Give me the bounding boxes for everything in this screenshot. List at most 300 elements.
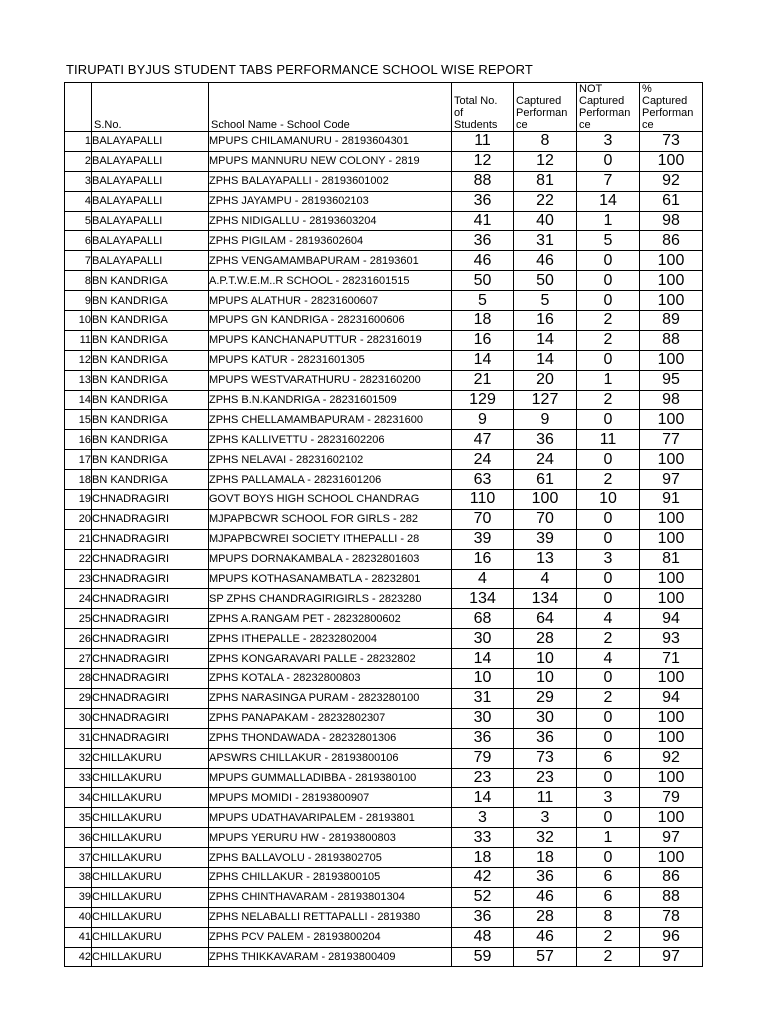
row-block-name: CHNADRAGIRI: [92, 629, 209, 649]
table-row: [65, 271, 703, 291]
table-row: [65, 728, 703, 748]
row-total-students: 59: [452, 947, 514, 967]
row-school-name: ZPHS BALLAVOLU - 28193802705: [209, 848, 452, 868]
header-pct-captured: [640, 83, 703, 132]
row-pct-captured: 94: [640, 688, 703, 708]
row-sno: 23: [65, 569, 92, 589]
row-captured: 28: [514, 629, 577, 649]
row-total-students: 11: [452, 132, 514, 152]
header-total-line: Students: [454, 119, 498, 131]
row-sno: 10: [65, 311, 92, 331]
row-captured: 20: [514, 370, 577, 390]
header-captured: [514, 83, 577, 132]
table-row: [65, 768, 703, 788]
row-captured: 18: [514, 848, 577, 868]
row-not-captured: 0: [577, 589, 640, 609]
row-total-students: 16: [452, 549, 514, 569]
row-pct-captured: 100: [640, 768, 703, 788]
row-block-name: BALAYAPALLI: [92, 191, 209, 211]
row-not-captured: 0: [577, 450, 640, 470]
row-school-name: SP ZPHS CHANDRAGIRIGIRLS - 2823280: [209, 589, 452, 609]
row-captured: 16: [514, 311, 577, 331]
table-row: [65, 330, 703, 350]
row-total-students: 48: [452, 927, 514, 947]
row-school-name: MPUPS ALATHUR - 28231600607: [209, 291, 452, 311]
table-row: [65, 828, 703, 848]
row-not-captured: 0: [577, 808, 640, 828]
table-row: [65, 450, 703, 470]
row-school-name: APSWRS CHILLAKUR - 28193800106: [209, 748, 452, 768]
row-total-students: 39: [452, 529, 514, 549]
table-row: [65, 927, 703, 947]
row-total-students: 3: [452, 808, 514, 828]
row-not-captured: 10: [577, 490, 640, 510]
row-sno: 11: [65, 330, 92, 350]
table-row: [65, 291, 703, 311]
row-not-captured: 2: [577, 947, 640, 967]
row-block-name: CHILLAKURU: [92, 887, 209, 907]
table-row: [65, 589, 703, 609]
row-captured: 12: [514, 151, 577, 171]
row-pct-captured: 78: [640, 907, 703, 927]
row-school-name: ZPHS NELAVAI - 28231602102: [209, 450, 452, 470]
row-sno: 35: [65, 808, 92, 828]
row-not-captured: 0: [577, 509, 640, 529]
row-sno: 37: [65, 848, 92, 868]
header-total-line: of: [454, 107, 464, 119]
row-total-students: 88: [452, 171, 514, 191]
row-pct-captured: 100: [640, 589, 703, 609]
row-sno: 33: [65, 768, 92, 788]
row-pct-captured: 77: [640, 430, 703, 450]
row-captured: 3: [514, 808, 577, 828]
row-sno: 4: [65, 191, 92, 211]
table-row: [65, 490, 703, 510]
row-sno: 38: [65, 867, 92, 887]
row-captured: 40: [514, 211, 577, 231]
row-captured: 46: [514, 887, 577, 907]
row-block-name: CHNADRAGIRI: [92, 728, 209, 748]
row-school-name: ZPHS THIKKAVARAM - 28193800409: [209, 947, 452, 967]
table-row: [65, 171, 703, 191]
row-sno: 22: [65, 549, 92, 569]
table-row: [65, 708, 703, 728]
table-row: [65, 947, 703, 967]
header-not-captured-line: Captured: [579, 95, 625, 107]
row-not-captured: 6: [577, 887, 640, 907]
row-captured: 4: [514, 569, 577, 589]
header-school: School Name - School Code: [209, 83, 452, 132]
row-total-students: 31: [452, 688, 514, 708]
row-school-name: ZPHS NIDIGALLU - 28193603204: [209, 211, 452, 231]
row-pct-captured: 98: [640, 390, 703, 410]
row-sno: 21: [65, 529, 92, 549]
row-not-captured: 3: [577, 132, 640, 152]
table-row: [65, 887, 703, 907]
row-captured: 81: [514, 171, 577, 191]
row-pct-captured: 100: [640, 151, 703, 171]
row-pct-captured: 81: [640, 549, 703, 569]
row-total-students: 110: [452, 490, 514, 510]
row-sno: 29: [65, 688, 92, 708]
row-pct-captured: 79: [640, 788, 703, 808]
row-captured: 10: [514, 649, 577, 669]
row-pct-captured: 100: [640, 251, 703, 271]
row-total-students: 24: [452, 450, 514, 470]
row-not-captured: 0: [577, 768, 640, 788]
row-school-name: ZPHS PANAPAKAM - 28232802307: [209, 708, 452, 728]
header-index-cell: [65, 83, 92, 132]
row-captured: 14: [514, 350, 577, 370]
row-total-students: 70: [452, 509, 514, 529]
row-sno: 6: [65, 231, 92, 251]
row-block-name: CHILLAKURU: [92, 947, 209, 967]
row-pct-captured: 92: [640, 171, 703, 191]
row-captured: 30: [514, 708, 577, 728]
row-block-name: CHNADRAGIRI: [92, 649, 209, 669]
row-school-name: ZPHS VENGAMAMBAPURAM - 28193601: [209, 251, 452, 271]
row-captured: 73: [514, 748, 577, 768]
row-not-captured: 1: [577, 370, 640, 390]
row-total-students: 41: [452, 211, 514, 231]
row-not-captured: 2: [577, 688, 640, 708]
row-pct-captured: 100: [640, 271, 703, 291]
row-total-students: 134: [452, 589, 514, 609]
row-school-name: ZPHS A.RANGAM PET - 28232800602: [209, 609, 452, 629]
row-total-students: 12: [452, 151, 514, 171]
row-not-captured: 6: [577, 748, 640, 768]
header-captured-line: Performan: [516, 107, 568, 119]
row-block-name: CHILLAKURU: [92, 828, 209, 848]
row-not-captured: 1: [577, 211, 640, 231]
table-row: [65, 907, 703, 927]
row-block-name: CHNADRAGIRI: [92, 669, 209, 689]
row-pct-captured: 88: [640, 887, 703, 907]
row-total-students: 14: [452, 788, 514, 808]
table-row: [65, 509, 703, 529]
row-sno: 24: [65, 589, 92, 609]
row-total-students: 23: [452, 768, 514, 788]
table-row: [65, 609, 703, 629]
row-school-name: ZPHS PIGILAM - 28193602604: [209, 231, 452, 251]
row-captured: 64: [514, 609, 577, 629]
table-row: [65, 370, 703, 390]
row-not-captured: 1: [577, 828, 640, 848]
row-pct-captured: 100: [640, 708, 703, 728]
table-row: [65, 549, 703, 569]
row-school-name: MPUPS KATUR - 28231601305: [209, 350, 452, 370]
header-not-captured-line: Performan: [579, 107, 631, 119]
row-block-name: BALAYAPALLI: [92, 251, 209, 271]
row-pct-captured: 97: [640, 828, 703, 848]
row-school-name: MPUPS GUMMALLADIBBA - 2819380100: [209, 768, 452, 788]
row-school-name: ZPHS CHILLAKUR - 28193800105: [209, 867, 452, 887]
table-row: [65, 470, 703, 490]
row-sno: 5: [65, 211, 92, 231]
row-captured: 23: [514, 768, 577, 788]
row-not-captured: 2: [577, 330, 640, 350]
row-total-students: 33: [452, 828, 514, 848]
row-total-students: 52: [452, 887, 514, 907]
table-row: [65, 311, 703, 331]
header-total-line: Total No.: [454, 95, 498, 107]
report-title: TIRUPATI BYJUS STUDENT TABS PERFORMANCE SCHOOL WISE REPORT: [66, 62, 533, 77]
row-sno: 3: [65, 171, 92, 191]
row-pct-captured: 100: [640, 569, 703, 589]
table-row: [65, 211, 703, 231]
row-not-captured: 0: [577, 569, 640, 589]
row-school-name: MPUPS MOMIDI - 28193800907: [209, 788, 452, 808]
row-block-name: BALAYAPALLI: [92, 211, 209, 231]
row-total-students: 68: [452, 609, 514, 629]
row-school-name: ZPHS THONDAWADA - 28232801306: [209, 728, 452, 748]
row-pct-captured: 96: [640, 927, 703, 947]
row-captured: 10: [514, 669, 577, 689]
header-not-captured-line: NOT: [579, 83, 603, 95]
header-sno: S.No.: [92, 83, 209, 132]
row-block-name: CHNADRAGIRI: [92, 589, 209, 609]
row-block-name: CHILLAKURU: [92, 867, 209, 887]
row-not-captured: 7: [577, 171, 640, 191]
row-block-name: CHNADRAGIRI: [92, 549, 209, 569]
row-not-captured: 0: [577, 251, 640, 271]
header-total-students: [452, 83, 514, 132]
table-row: [65, 748, 703, 768]
header-row: [65, 83, 703, 132]
row-pct-captured: 100: [640, 808, 703, 828]
row-not-captured: 5: [577, 231, 640, 251]
row-sno: 20: [65, 509, 92, 529]
row-sno: 28: [65, 669, 92, 689]
row-captured: 100: [514, 490, 577, 510]
row-not-captured: 2: [577, 311, 640, 331]
table-row: [65, 191, 703, 211]
row-captured: 14: [514, 330, 577, 350]
row-captured: 46: [514, 251, 577, 271]
row-sno: 25: [65, 609, 92, 629]
row-pct-captured: 100: [640, 848, 703, 868]
row-not-captured: 6: [577, 867, 640, 887]
table-row: [65, 649, 703, 669]
row-school-name: MPUPS UDATHAVARIPALEM - 28193801: [209, 808, 452, 828]
row-sno: 30: [65, 708, 92, 728]
row-school-name: ZPHS JAYAMPU - 28193602103: [209, 191, 452, 211]
row-pct-captured: 100: [640, 669, 703, 689]
row-sno: 13: [65, 370, 92, 390]
row-pct-captured: 100: [640, 291, 703, 311]
row-sno: 1: [65, 132, 92, 152]
table-row: [65, 848, 703, 868]
row-block-name: BN KANDRIGA: [92, 370, 209, 390]
row-total-students: 14: [452, 649, 514, 669]
row-block-name: CHNADRAGIRI: [92, 688, 209, 708]
row-total-students: 42: [452, 867, 514, 887]
row-sno: 18: [65, 470, 92, 490]
row-captured: 28: [514, 907, 577, 927]
row-total-students: 30: [452, 708, 514, 728]
row-not-captured: 0: [577, 848, 640, 868]
row-pct-captured: 91: [640, 490, 703, 510]
row-sno: 42: [65, 947, 92, 967]
row-not-captured: 0: [577, 151, 640, 171]
header-pct-line: Captured: [642, 95, 688, 107]
row-captured: 134: [514, 589, 577, 609]
row-pct-captured: 71: [640, 649, 703, 669]
row-total-students: 36: [452, 231, 514, 251]
row-total-students: 18: [452, 848, 514, 868]
row-not-captured: 2: [577, 927, 640, 947]
row-pct-captured: 100: [640, 410, 703, 430]
row-block-name: BN KANDRIGA: [92, 470, 209, 490]
report-table: [64, 82, 703, 967]
row-pct-captured: 94: [640, 609, 703, 629]
row-pct-captured: 86: [640, 867, 703, 887]
row-block-name: CHILLAKURU: [92, 788, 209, 808]
row-school-name: ZPHS KOTALA - 28232800803: [209, 669, 452, 689]
header-not-captured: [577, 83, 640, 132]
row-sno: 2: [65, 151, 92, 171]
row-sno: 17: [65, 450, 92, 470]
row-school-name: GOVT BOYS HIGH SCHOOL CHANDRAG: [209, 490, 452, 510]
row-not-captured: 0: [577, 529, 640, 549]
row-school-name: ZPHS BALAYAPALLI - 28193601002: [209, 171, 452, 191]
row-sno: 39: [65, 887, 92, 907]
table-row: [65, 669, 703, 689]
table-row: [65, 529, 703, 549]
row-captured: 36: [514, 867, 577, 887]
row-not-captured: 14: [577, 191, 640, 211]
row-total-students: 4: [452, 569, 514, 589]
row-captured: 32: [514, 828, 577, 848]
row-captured: 61: [514, 470, 577, 490]
row-block-name: CHNADRAGIRI: [92, 509, 209, 529]
row-total-students: 129: [452, 390, 514, 410]
row-school-name: ZPHS CHINTHAVARAM - 28193801304: [209, 887, 452, 907]
row-block-name: BN KANDRIGA: [92, 330, 209, 350]
row-total-students: 46: [452, 251, 514, 271]
row-sno: 9: [65, 291, 92, 311]
row-captured: 57: [514, 947, 577, 967]
row-school-name: MPUPS WESTVARATHURU - 2823160200: [209, 370, 452, 390]
row-school-name: MJPAPBCWR SCHOOL FOR GIRLS - 282: [209, 509, 452, 529]
row-sno: 40: [65, 907, 92, 927]
row-sno: 26: [65, 629, 92, 649]
row-sno: 8: [65, 271, 92, 291]
table-row: [65, 788, 703, 808]
row-not-captured: 2: [577, 470, 640, 490]
row-captured: 8: [514, 132, 577, 152]
row-school-name: MPUPS CHILAMANURU - 28193604301: [209, 132, 452, 152]
row-block-name: CHILLAKURU: [92, 768, 209, 788]
row-school-name: MPUPS KANCHANAPUTTUR - 282316019: [209, 330, 452, 350]
row-block-name: CHILLAKURU: [92, 848, 209, 868]
row-not-captured: 0: [577, 728, 640, 748]
row-block-name: BN KANDRIGA: [92, 390, 209, 410]
row-sno: 32: [65, 748, 92, 768]
row-total-students: 36: [452, 191, 514, 211]
row-pct-captured: 93: [640, 629, 703, 649]
row-school-name: ZPHS B.N.KANDRIGA - 28231601509: [209, 390, 452, 410]
row-school-name: ZPHS PCV PALEM - 28193800204: [209, 927, 452, 947]
row-total-students: 16: [452, 330, 514, 350]
row-not-captured: 2: [577, 629, 640, 649]
row-captured: 36: [514, 430, 577, 450]
row-block-name: BALAYAPALLI: [92, 171, 209, 191]
row-school-name: MPUPS GN KANDRIGA - 28231600606: [209, 311, 452, 331]
row-pct-captured: 100: [640, 529, 703, 549]
row-school-name: ZPHS NARASINGA PURAM - 2823280100: [209, 688, 452, 708]
row-sno: 36: [65, 828, 92, 848]
row-block-name: CHILLAKURU: [92, 907, 209, 927]
row-total-students: 18: [452, 311, 514, 331]
table-row: [65, 251, 703, 271]
row-block-name: BN KANDRIGA: [92, 430, 209, 450]
header-not-captured-line: ce: [579, 119, 591, 131]
row-pct-captured: 97: [640, 947, 703, 967]
table-row: [65, 132, 703, 152]
row-pct-captured: 61: [640, 191, 703, 211]
row-block-name: BN KANDRIGA: [92, 450, 209, 470]
row-sno: 19: [65, 490, 92, 510]
row-total-students: 47: [452, 430, 514, 450]
row-block-name: CHNADRAGIRI: [92, 529, 209, 549]
row-pct-captured: 86: [640, 231, 703, 251]
row-school-name: MPUPS MANNURU NEW COLONY - 2819: [209, 151, 452, 171]
row-captured: 11: [514, 788, 577, 808]
row-pct-captured: 98: [640, 211, 703, 231]
row-pct-captured: 97: [640, 470, 703, 490]
row-captured: 24: [514, 450, 577, 470]
table-row: [65, 231, 703, 251]
row-not-captured: 4: [577, 609, 640, 629]
header-pct-line: ce: [642, 119, 654, 131]
row-pct-captured: 95: [640, 370, 703, 390]
row-school-name: ZPHS PALLAMALA - 28231601206: [209, 470, 452, 490]
row-block-name: BALAYAPALLI: [92, 231, 209, 251]
row-total-students: 36: [452, 728, 514, 748]
row-not-captured: 0: [577, 708, 640, 728]
row-sno: 15: [65, 410, 92, 430]
row-total-students: 9: [452, 410, 514, 430]
row-captured: 13: [514, 549, 577, 569]
row-not-captured: 0: [577, 271, 640, 291]
row-sno: 34: [65, 788, 92, 808]
row-not-captured: 3: [577, 549, 640, 569]
row-captured: 5: [514, 291, 577, 311]
row-sno: 41: [65, 927, 92, 947]
row-school-name: A.P.T.W.E.M..R SCHOOL - 28231601515: [209, 271, 452, 291]
row-total-students: 63: [452, 470, 514, 490]
row-block-name: BALAYAPALLI: [92, 132, 209, 152]
row-school-name: MPUPS DORNAKAMBALA - 28232801603: [209, 549, 452, 569]
row-sno: 14: [65, 390, 92, 410]
row-total-students: 21: [452, 370, 514, 390]
row-captured: 127: [514, 390, 577, 410]
row-pct-captured: 89: [640, 311, 703, 331]
row-sno: 27: [65, 649, 92, 669]
row-not-captured: 3: [577, 788, 640, 808]
row-block-name: BN KANDRIGA: [92, 311, 209, 331]
table-row: [65, 808, 703, 828]
row-not-captured: 0: [577, 350, 640, 370]
row-school-name: ZPHS KALLIVETTU - 28231602206: [209, 430, 452, 450]
row-total-students: 79: [452, 748, 514, 768]
row-not-captured: 2: [577, 390, 640, 410]
row-captured: 50: [514, 271, 577, 291]
row-pct-captured: 88: [640, 330, 703, 350]
row-not-captured: 0: [577, 291, 640, 311]
row-block-name: BN KANDRIGA: [92, 350, 209, 370]
